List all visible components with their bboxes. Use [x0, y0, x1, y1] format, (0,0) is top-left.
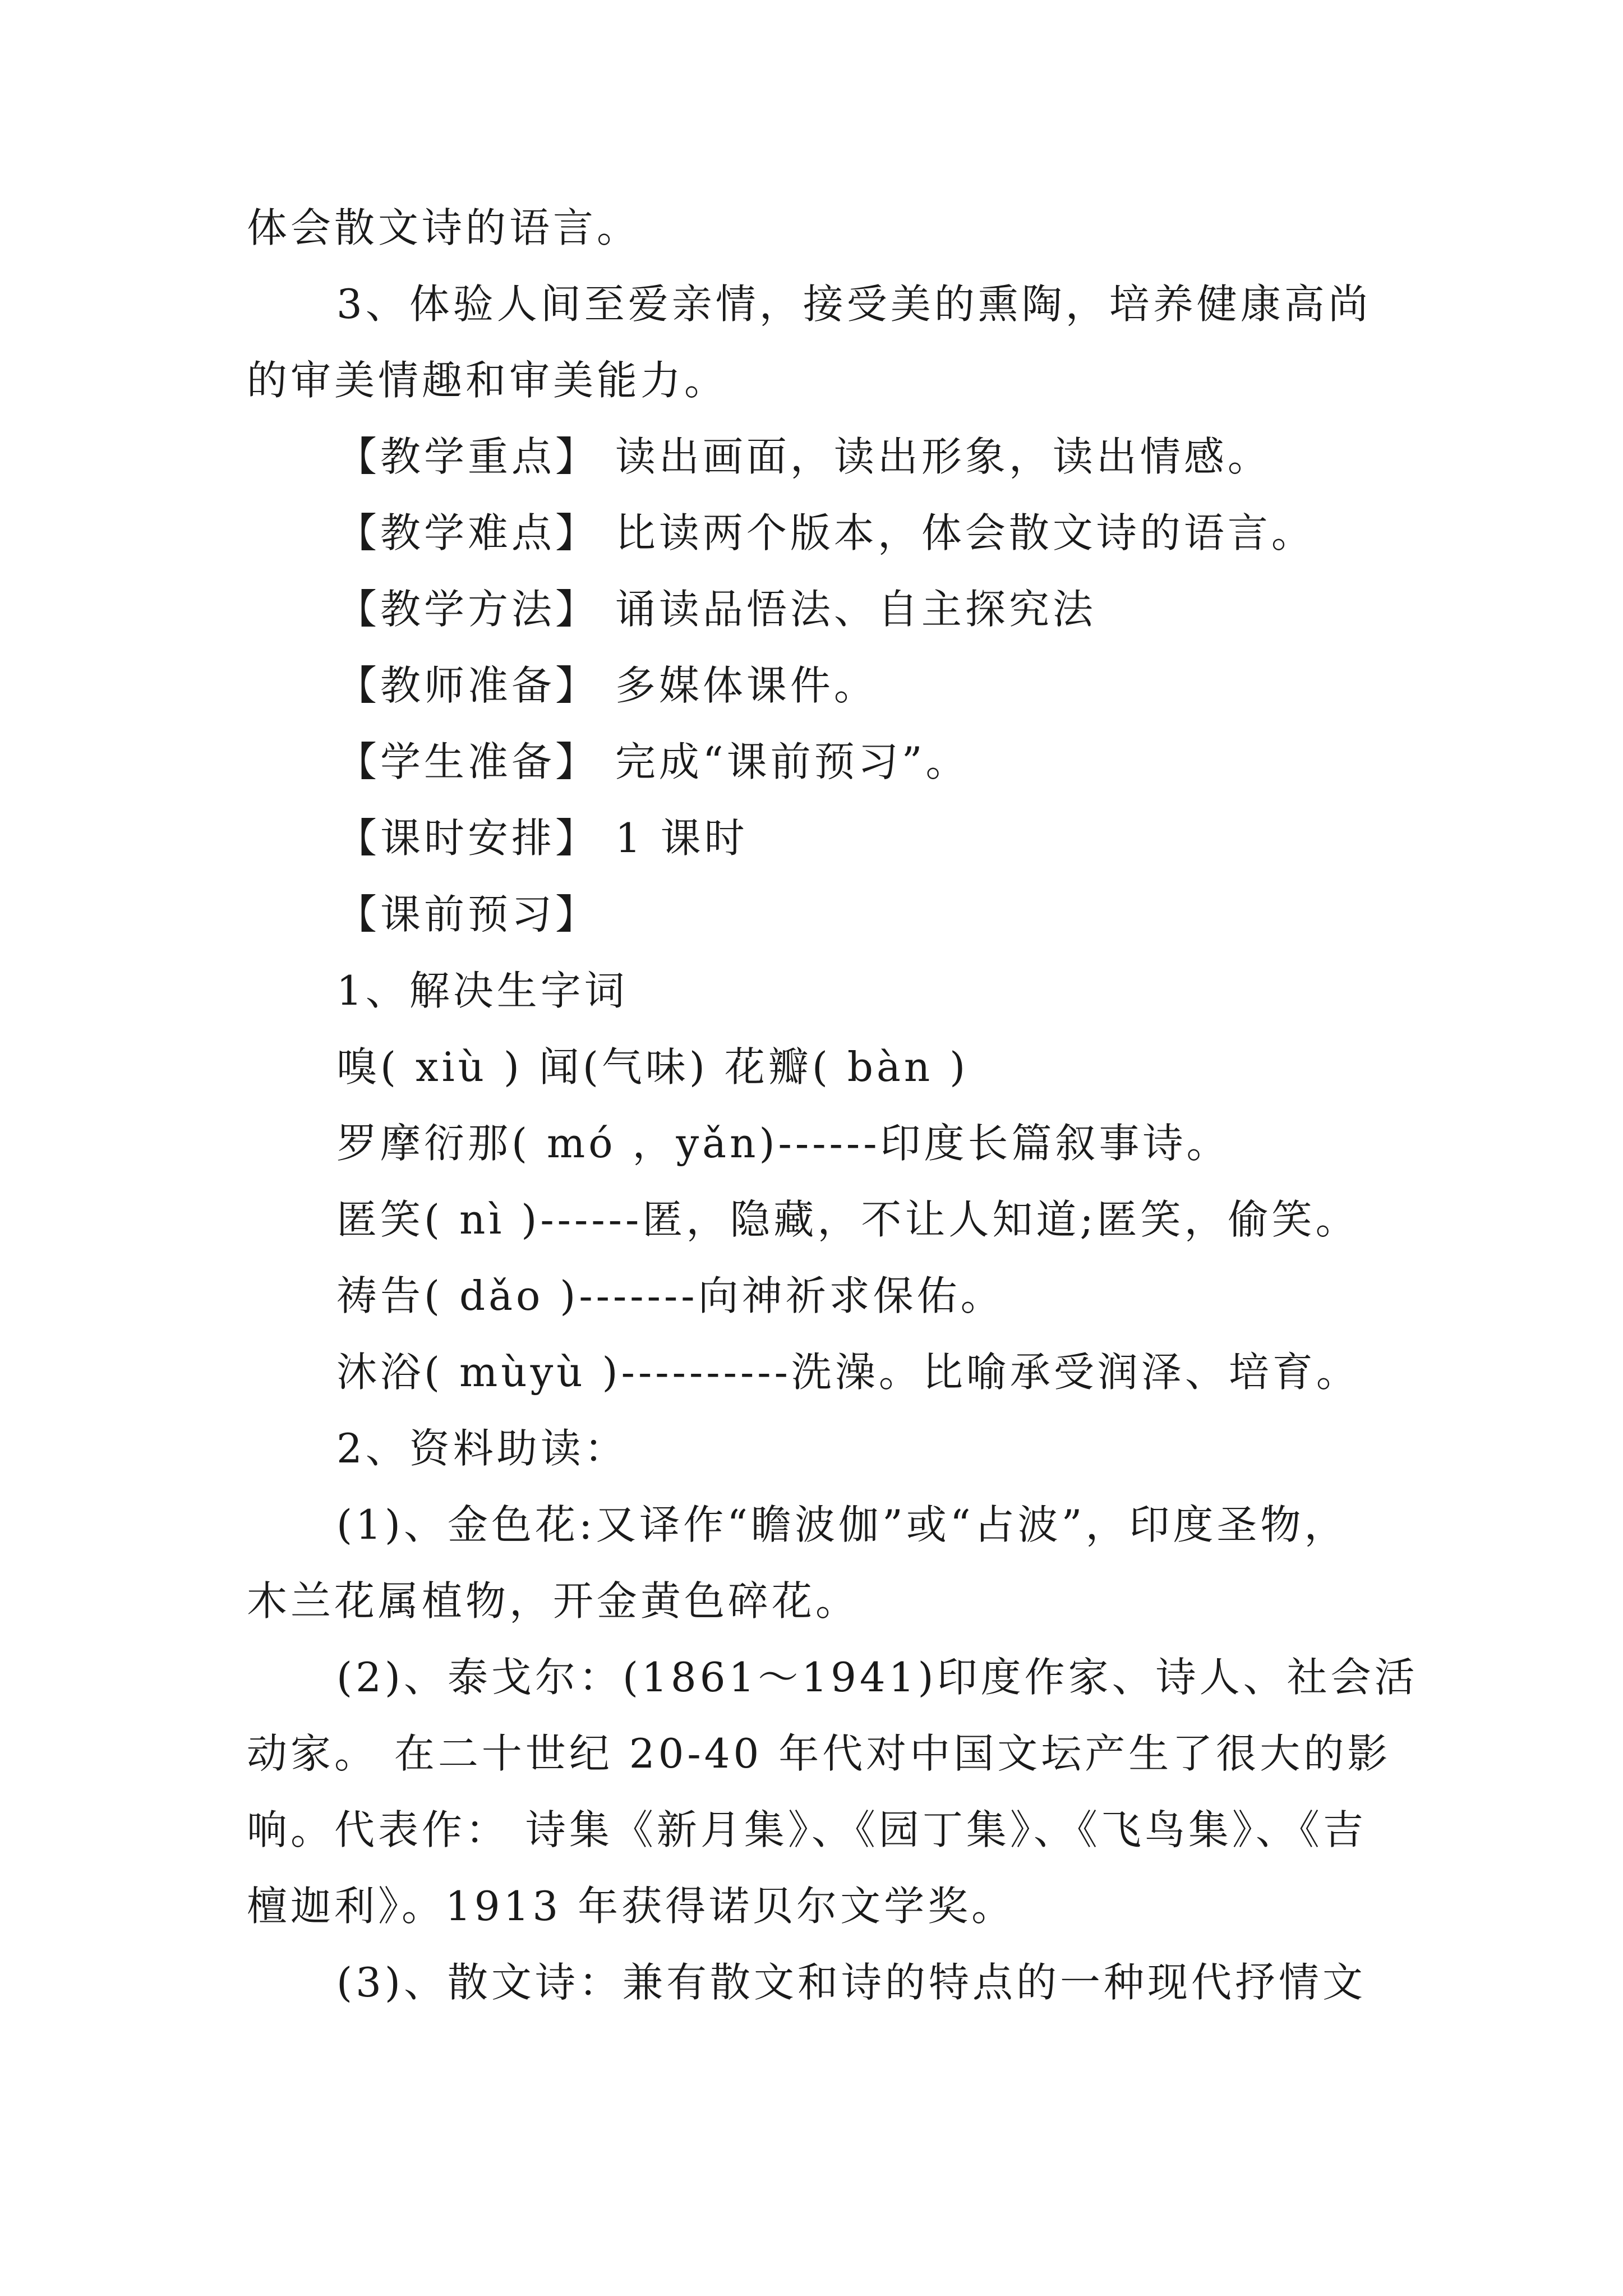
text-line: 檀迦利》。1913 年获得诺贝尔文学奖。 [247, 1883, 1016, 1930]
vocab-line: 罗摩衍那( mó ，yǎn)------印度长篇叙事诗。 [336, 1120, 1230, 1167]
section-preview-heading: 【课前预习】 [336, 891, 600, 938]
text-line: (3)、散文诗：兼有散文和诗的特点的一种现代抒情文 [336, 1959, 1366, 2006]
vocab-line: 嗅( xiù ) 闻(气味) 花瓣( bàn ) [336, 1043, 969, 1091]
text-line: 3、体验人间至爱亲情，接受美的熏陶，培养健康高尚 [336, 280, 1372, 328]
text-line: (1)、金色花:又译作“瞻波伽”或“占波”，印度圣物， [336, 1501, 1348, 1548]
text-line: 2、资料助读： [336, 1425, 628, 1472]
section-teaching-focus: 【教学重点】 读出画面，读出形象，读出情感。 [336, 433, 1271, 480]
text-line: 响。代表作： 诗集《新月集》、《园丁集》、《飞鸟集》、《吉 [247, 1806, 1367, 1853]
text-line: 的审美情趣和审美能力。 [247, 357, 728, 404]
section-schedule: 【课时安排】 1 课时 [336, 815, 748, 862]
text-line: 体会散文诗的语言。 [247, 204, 641, 251]
vocab-line: 匿笑( nì )------匿，隐藏，不让人知道;匿笑，偷笑。 [336, 1196, 1359, 1243]
section-teaching-difficulty: 【教学难点】 比读两个版本，体会散文诗的语言。 [336, 509, 1315, 556]
text-line: (2)、泰戈尔：(1861～1941)印度作家、诗人、社会活 [336, 1654, 1418, 1701]
section-student-prep: 【学生准备】 完成“课前预习”。 [336, 738, 970, 785]
section-teacher-prep: 【教师准备】 多媒体课件。 [336, 662, 878, 709]
vocab-line: 祷告( dǎo )-------向神祈求保佑。 [336, 1272, 1004, 1319]
text-line: 木兰花属植物，开金黄色碎花。 [247, 1577, 860, 1625]
text-line: 动家。 在二十世纪 20-40 年代对中国文坛产生了很大的影 [247, 1730, 1391, 1777]
section-teaching-method: 【教学方法】 诵读品悟法、自主探究法 [336, 586, 1096, 633]
text-line: 1、解决生字词 [336, 967, 628, 1014]
vocab-line: 沐浴( mùyù )----------洗澡。比喻承受润泽、培育。 [336, 1349, 1360, 1396]
